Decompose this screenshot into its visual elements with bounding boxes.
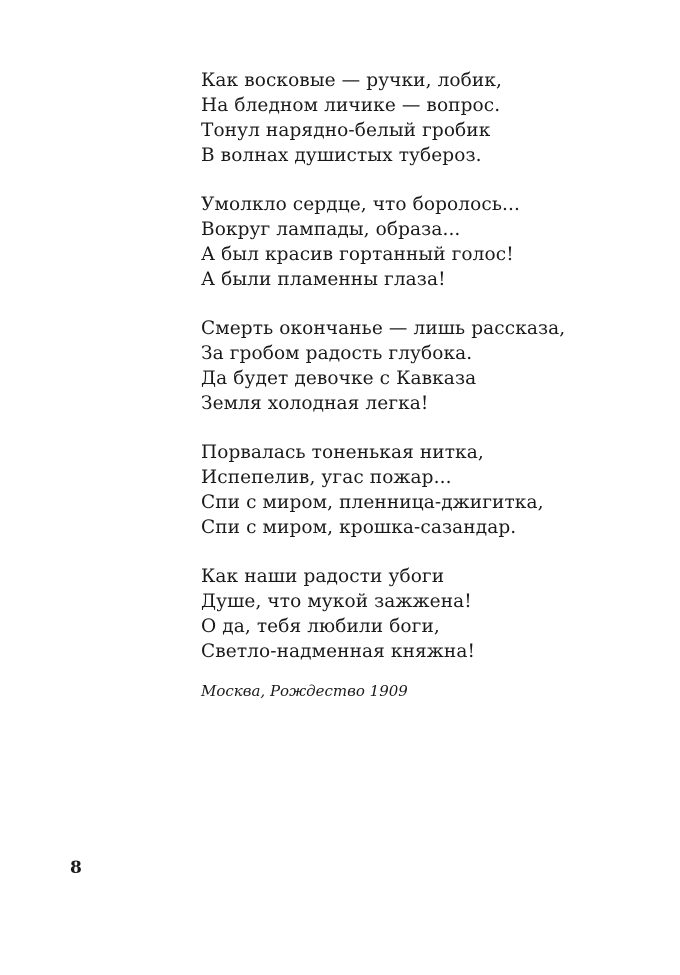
poem-line: Порвалась тоненькая нитка, bbox=[201, 442, 484, 463]
poem-line: За гробом радость глубока. bbox=[201, 343, 473, 364]
poem-line: Тонул нарядно-белый гробик bbox=[201, 120, 491, 141]
poem-signature: Москва, Рождество 1909 bbox=[201, 682, 408, 700]
poem-line: Вокруг лампады, образа... bbox=[201, 219, 461, 240]
poem-line: Земля холодная легка! bbox=[201, 393, 429, 414]
poem-line: А были пламенны глаза! bbox=[201, 269, 446, 290]
poem-line: Как восковые — ручки, лобик, bbox=[201, 70, 502, 91]
poem-line: Испепелив, угас пожар... bbox=[201, 467, 452, 488]
poem-line: Спи с миром, пленница-джигитка, bbox=[201, 492, 544, 513]
poem bbox=[201, 68, 641, 701]
poem-line: В волнах душистых тубероз. bbox=[201, 145, 482, 166]
stanza-3 bbox=[201, 316, 641, 416]
poem-line: Умолкло сердце, что боролось... bbox=[201, 194, 520, 215]
stanza-2 bbox=[201, 192, 641, 292]
poem-line: О да, тебя любили боги, bbox=[201, 616, 440, 637]
stanza-5 bbox=[201, 564, 641, 664]
poem-line: Спи с миром, крошка-сазандар. bbox=[201, 517, 517, 538]
stanza-4 bbox=[201, 440, 641, 540]
stanza-1 bbox=[201, 68, 641, 168]
poem-line: На бледном личике — вопрос. bbox=[201, 95, 501, 116]
poem-line: Смерть окончанье — лишь рассказа, bbox=[201, 318, 566, 339]
poem-line: Как наши радости убоги bbox=[201, 566, 445, 587]
poem-line: А был красив гортанный голос! bbox=[201, 244, 514, 265]
poem-line: Да будет девочке с Кавказа bbox=[201, 368, 477, 389]
page-number: 8 bbox=[70, 858, 82, 878]
poem-line: Душе, что мукой зажжена! bbox=[201, 591, 472, 612]
poem-line: Светло-надменная княжна! bbox=[201, 641, 476, 662]
